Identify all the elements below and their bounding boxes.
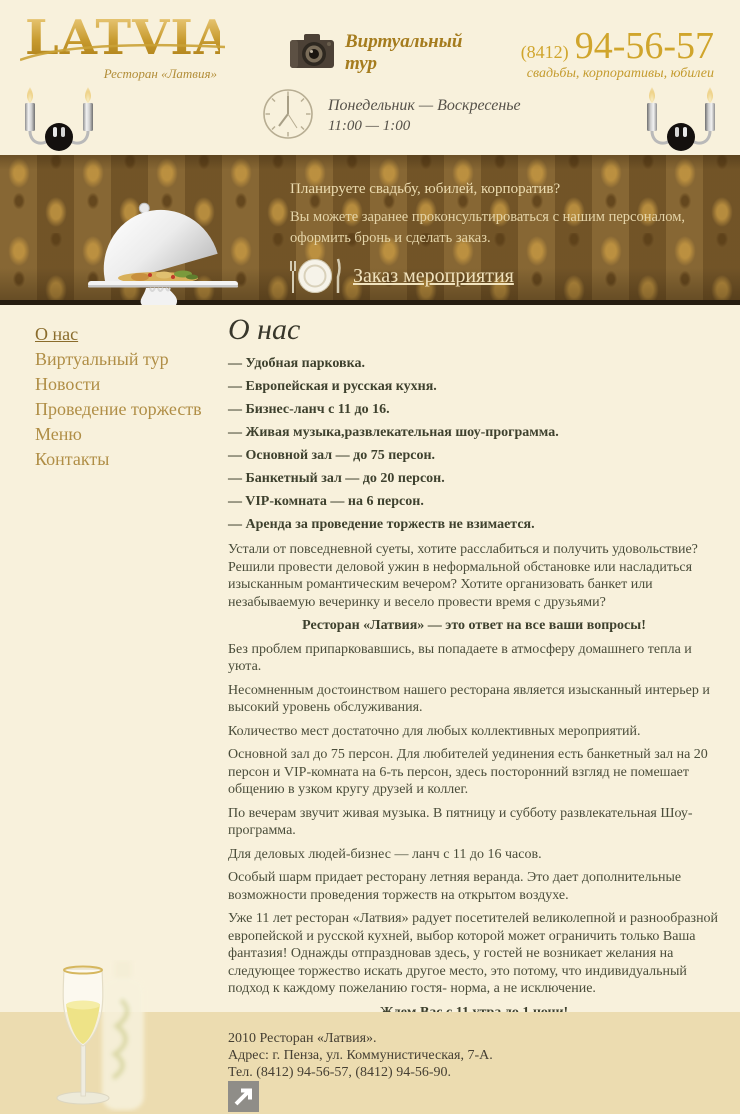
nav-item-virtual-tour[interactable]: Виртуальный тур: [35, 349, 169, 369]
main-content: [228, 312, 720, 1027]
feature-list: [228, 355, 720, 533]
nav-item-about[interactable]: О нас: [35, 324, 79, 344]
footer-text: [228, 1030, 493, 1081]
page-title: О нас: [228, 313, 301, 346]
plate-cutlery-icon: [287, 255, 343, 297]
paragraph: Для деловых людей-бизнес — ланч с 11 до 16 часов.: [228, 846, 542, 862]
cloche-image: [80, 188, 245, 305]
feature-item: — Основной зал — до 75 персон.: [228, 448, 436, 463]
opening-hours: [262, 87, 521, 141]
hours-time: 11:00 — 1:00: [328, 118, 411, 134]
paragraph: Количество мест достаточно для любых коллективных мероприятий.: [228, 723, 641, 739]
paragraph: Основной зал до 75 персон. Для любителей уединения есть банкетный зал на 20 персон и VIP-комната на 6-ть персон, здесь посторонний взгляд не помешает общению в узком кругу друзей и коллег.: [228, 747, 708, 797]
paragraph: Без проблем припарковавшись, вы попадаете в атмосферу домашнего тепла и уюта.: [228, 641, 692, 674]
paragraph: Особый шарм придает ресторану летняя веранда. Это дает дополнительные возможности проведения торжеств на открытом воздухе.: [228, 870, 682, 903]
hours-days: Понедельник — Воскресенье: [328, 97, 521, 114]
virtual-tour-link[interactable]: [287, 31, 463, 75]
candle-sconce-icon: [638, 85, 722, 153]
paragraph: Уже 11 лет ресторан «Латвия» радует посетителей великолепной и разнообразной европейской и русской кухней, выбор которой может ограничить только Ваша фантазия! Однажды отпраздновав здесь, у гостей не возникает желания на следующее торжество искать другое место, это потому, что индивидуальный подход к каждому пожеланию гостя- норма, а не исключение.: [228, 911, 719, 996]
phone-main-number: 94-56-57: [574, 25, 714, 67]
feature-item: — Аренда за проведение торжеств не взимается.: [228, 517, 535, 532]
feature-item: — VIP-комната — на 6 персон.: [228, 494, 424, 509]
nav-item-events[interactable]: Проведение торжеств: [35, 399, 202, 419]
counter-icon[interactable]: [228, 1081, 259, 1112]
nav-item-news[interactable]: Новости: [35, 374, 101, 394]
paragraph: Устали от повседневной суеты, хотите расслабиться и получить удовольствие? Решили провести деловой ужин в неформальной обстановке или насладиться изысканным романтическим вечером? Хотите организовать банкет или незабываемую вечеринку и весело провести время с друзьями?: [228, 542, 698, 610]
feature-item: — Банкетный зал — до 20 персон.: [228, 471, 445, 486]
header: [0, 0, 740, 155]
footer-copyright: 2010 Ресторан «Латвия».: [228, 1031, 377, 1046]
highlight-line: Ресторан «Латвия» — это ответ на все ваши вопросы!: [302, 618, 646, 633]
phone-tagline: свадьбы, корпоративы, юбилеи: [526, 66, 714, 81]
logo-text: LATVIA: [25, 10, 233, 66]
paragraph: Несомненным достоинством нашего ресторана является изысканный интерьер и высокий уровень обслуживания.: [228, 682, 710, 715]
candle-sconce-icon: [18, 85, 102, 153]
wine-glass-image: [26, 960, 161, 1112]
nav-item-contacts[interactable]: Контакты: [35, 449, 110, 469]
order-event-link[interactable]: Заказ мероприятия: [353, 264, 514, 287]
footer-phones: Тел. (8412) 94-56-57, (8412) 94-56-90.: [228, 1065, 452, 1080]
promo-banner: [0, 155, 740, 305]
feature-item: — Удобная парковка.: [228, 356, 365, 371]
clock-icon: [262, 87, 314, 141]
hours-text: [328, 87, 521, 141]
nav-item-menu[interactable]: Меню: [35, 424, 82, 444]
camera-icon: [287, 31, 337, 71]
feature-item: — Бизнес-ланч с 11 до 16.: [228, 402, 390, 417]
sidebar-nav: [35, 322, 220, 472]
footer-address: Адрес: г. Пенза, ул. Коммунистическая, 7-А.: [228, 1048, 493, 1063]
phone-area-code: (8412): [520, 42, 569, 62]
banner-text: Вы можете заранее проконсультироваться с нашим персоналом, оформить бронь и сделать заказ.: [290, 209, 686, 246]
order-link-row: [287, 255, 514, 297]
feature-item: — Живая музыка,развлекательная шоу-программа.: [228, 425, 559, 440]
banner-question: Планируете свадьбу, юбилей, корпоратив?: [290, 181, 561, 197]
phone-number: [521, 26, 714, 66]
paragraph: По вечерам звучит живая музыка. В пятницу и субботу развлекательная Шоу-программа.: [228, 805, 693, 838]
logo[interactable]: [25, 10, 233, 82]
counter-arrow-icon: [233, 1086, 254, 1107]
feature-item: — Европейская и русская кухня.: [228, 379, 437, 394]
virtual-tour-label: Виртуальный тур: [345, 31, 463, 74]
logo-tagline: Ресторан «Латвия»: [103, 66, 217, 81]
